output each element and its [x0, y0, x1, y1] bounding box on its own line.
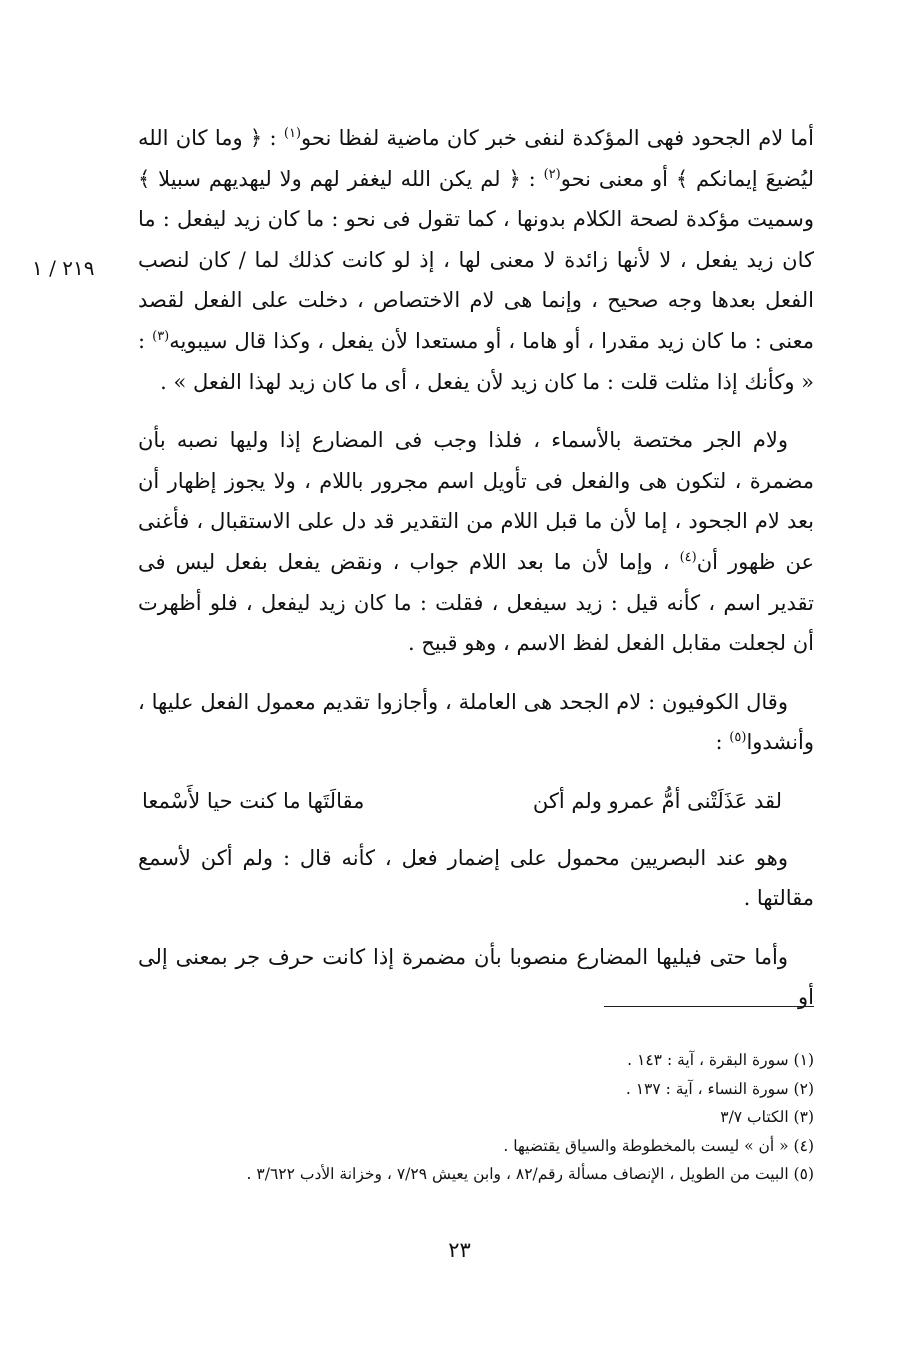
main-text — [138, 118, 814, 1036]
footnote-2: (٢) سورة النساء ، آية : ١٣٧ . — [625, 1079, 814, 1098]
footnote-1: (١) سورة البقرة ، آية : ١٤٣ . — [627, 1051, 814, 1069]
text-run: : ﴿ لم يكن الله ليغفر لهم ولا ليهديهم سبيلا ﴾ وسميت مؤكدة لصحة الكلام بدونها ، كما تقول فى نحو : ما كان زيد ليفعل : ما كان زيد يفعل ، لا لأنها زائدة لا معنى لها ، إذ لو كانت كذلك لما / كان لنصب الفعل بعدها وجه صحيح ، وإنما هى لام الاختصاص ، دخلت على الفعل لقصد معنى : ما كان زيد مقدرا ، أو هاما ، أو مستعدا لأن يفعل ، وكذا قال سيبويه — [138, 166, 814, 353]
paragraph-lam-al-juhud — [138, 118, 814, 402]
paragraph-lam-al-jarr — [138, 420, 814, 664]
paragraph-basriyyun — [138, 838, 814, 919]
footnote-marker: (٥) — [729, 730, 747, 746]
page-number: ٢٣ — [448, 1238, 471, 1262]
text-run: ، وإما لأن ما بعد اللام جواب ، ونقض يفعل بفعل ليس فى تقدير اسم ، كأنه قيل : زيد سيفعل ، فقلت : ما كان زيد ليفعل ، فلو أظهرت أن لجعلت مقابل الفعل لفظ الاسم ، وهو قبيح . — [138, 549, 814, 656]
text-run: ولام الجر مختصة بالأسماء ، فلذا وجب فى المضارع إذا وليها نصبه بأن مضمرة ، لتكون هى والفعل فى تأويل اسم مجرور باللام ، ولا يجوز إظهار أن بعد لام الجحود ، إما لأن ما قبل اللام من التقدير قد دل على الاستقبال ، فأغنى عن ظهور أن — [138, 428, 814, 574]
paragraph-kufiyyun — [138, 682, 814, 763]
footnote-3: (٣) الكتاب ٣/٧ — [720, 1108, 814, 1126]
text-run: أما لام الجحود فهى المؤكدة لنفى خبر كان ماضية لفظا نحو — [301, 126, 815, 150]
poetry-verse — [138, 781, 814, 822]
margin-reference: ٢١٩ / ١ — [32, 256, 95, 280]
text-run: وأما حتى فيليها المضارع منصوبا بأن مضمرة إذا كانت حرف جر بمعنى إلى أو — [138, 944, 814, 1010]
footnote-separator — [604, 1006, 814, 1007]
text-run: وهو عند البصريين محمول على إضمار فعل ، كأنه قال : ولم أكن لأسمع مقالتها . — [138, 845, 814, 911]
verse-hemistich-first: لقد عَذَلَتْنى أمُّ عمرو ولم أكن — [532, 788, 782, 813]
text-run: : « وكأنك إذا مثلت قلت : ما كان زيد لأن يفعل ، أى ما كان زيد لهذا الفعل » . — [138, 328, 814, 394]
footnote-4: (٤) « أن » ليست بالمخطوطة والسياق يقتضيها . — [503, 1136, 814, 1155]
footnote-marker: (١) — [283, 126, 302, 141]
footnote-marker: (٣) — [152, 328, 170, 344]
footnote-marker: (٢) — [543, 166, 561, 182]
footnotes — [138, 1046, 814, 1189]
text-run: : — [715, 730, 730, 755]
footnote-5: (٥) البيت من الطويل ، الإنصاف مسألة رقم/٨٢ ، وابن يعيش ٧/٢٩ ، وخزانة الأدب ٣/٦٢٢ . — [246, 1165, 814, 1183]
text-run: وقال الكوفيون : لام الجحد هى العاملة ، وأجازوا تقديم معمول الفعل عليها ، وأنشدوا — [138, 689, 814, 755]
footnote-marker: (٤) — [679, 549, 697, 565]
verse-hemistich-second: مقالَتَها ما كنت حيا لأَسْمعا — [142, 788, 365, 813]
text-run: : ﴿ وما كان الله ليُضيعَ إيمانكم ﴾ أو معنى نحو — [138, 126, 814, 191]
